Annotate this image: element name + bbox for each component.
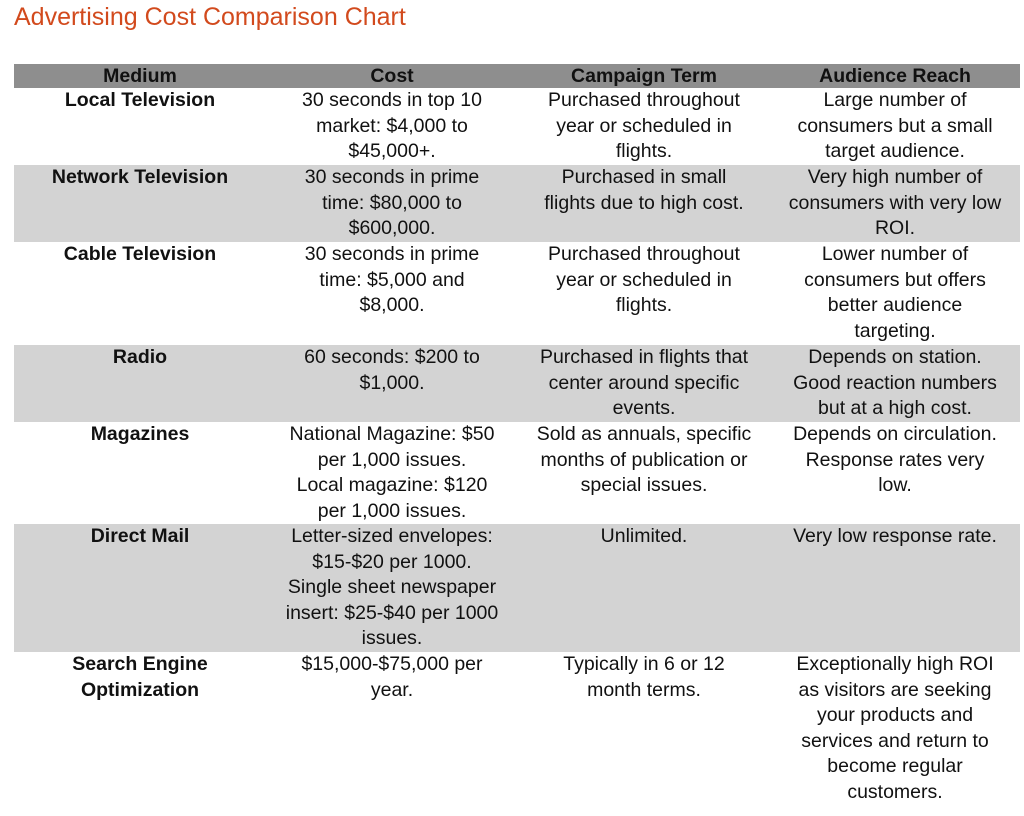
medium-cell [14, 345, 266, 422]
reach-cell [770, 165, 1020, 242]
reach-cell [770, 524, 1020, 652]
reach-text: Very low response rate. [793, 525, 997, 547]
cost-text: 30 seconds in prime time: $5,000 and $8,000. [304, 243, 480, 316]
page-title: Advertising Cost Comparison Chart [14, 3, 406, 31]
reach-text: Very high number of consumers with very low ROI. [788, 166, 1002, 239]
medium-text: Local Television [64, 89, 216, 111]
cost-cell [266, 524, 518, 652]
term-text: Purchased in flights that center around specific events. [539, 346, 749, 419]
cost-cell [266, 422, 518, 524]
reach-text: Lower number of consumers but offers better audience targeting. [804, 243, 986, 342]
term-text: Sold as annuals, specific months of publication or special issues. [536, 423, 752, 496]
header-row [14, 64, 1020, 88]
advertising-cost-table [14, 64, 1020, 808]
reach-cell [770, 422, 1020, 524]
cost-text: 30 seconds in top 10 market: $4,000 to $45,000+. [302, 89, 482, 162]
medium-cell [14, 652, 266, 808]
cost-text: 60 seconds: $200 to $1,000. [304, 346, 480, 394]
medium-cell [14, 524, 266, 652]
term-cell [518, 165, 770, 242]
cost-cell [266, 165, 518, 242]
medium-cell [14, 165, 266, 242]
medium-text: Network Television [51, 166, 229, 188]
medium-text: Search Engine Optimization [72, 653, 208, 701]
cost-cell [266, 88, 518, 165]
table-row [14, 242, 1020, 345]
term-cell [518, 242, 770, 345]
reach-cell [770, 242, 1020, 345]
cost-text: 30 seconds in prime time: $80,000 to $600,000. [304, 166, 480, 239]
table-body [14, 88, 1020, 808]
medium-text: Cable Television [63, 243, 217, 265]
table-header [14, 64, 1020, 88]
medium-text: Radio [112, 346, 168, 368]
table-row [14, 88, 1020, 165]
medium-cell [14, 242, 266, 345]
reach-text: Depends on station. Good reaction numbers but at a high cost. [793, 346, 997, 419]
table-row [14, 652, 1020, 808]
table-row [14, 345, 1020, 422]
term-text: Unlimited. [600, 525, 688, 547]
cost-cell [266, 242, 518, 345]
term-cell [518, 524, 770, 652]
header-cost: Cost [370, 65, 414, 87]
reach-text: Depends on circulation. Response rates very low. [793, 423, 997, 496]
term-cell [518, 652, 770, 808]
table-row [14, 422, 1020, 524]
term-cell [518, 88, 770, 165]
header-medium: Medium [103, 65, 177, 87]
cost-cell [266, 345, 518, 422]
table-row [14, 165, 1020, 242]
reach-cell [770, 345, 1020, 422]
medium-text: Magazines [90, 423, 190, 445]
cost-text: Letter-sized envelopes: $15-$20 per 1000. Single sheet newspaper insert: $25-$40 per 1000 issues. [285, 525, 499, 649]
medium-text: Direct Mail [90, 525, 190, 547]
reach-cell [770, 88, 1020, 165]
reach-text: Exceptionally high ROI as visitors are seeking your products and services and return to become regular customers. [796, 653, 994, 803]
term-text: Purchased throughout year or scheduled in flights. [548, 243, 740, 316]
cost-text: $15,000-$75,000 per year. [301, 653, 483, 701]
cost-text: National Magazine: $50 per 1,000 issues. Local magazine: $120 per 1,000 issues. [289, 423, 495, 522]
medium-cell [14, 422, 266, 524]
term-text: Typically in 6 or 12 month terms. [563, 653, 725, 701]
term-cell [518, 345, 770, 422]
medium-cell [14, 88, 266, 165]
reach-cell [770, 652, 1020, 808]
table-row [14, 524, 1020, 652]
cost-cell [266, 652, 518, 808]
header-audience-reach: Audience Reach [819, 65, 971, 87]
term-text: Purchased throughout year or scheduled in flights. [548, 89, 740, 162]
term-text: Purchased in small flights due to high cost. [544, 166, 744, 214]
reach-text: Large number of consumers but a small target audience. [797, 89, 993, 162]
header-campaign-term: Campaign Term [571, 65, 717, 87]
term-cell [518, 422, 770, 524]
